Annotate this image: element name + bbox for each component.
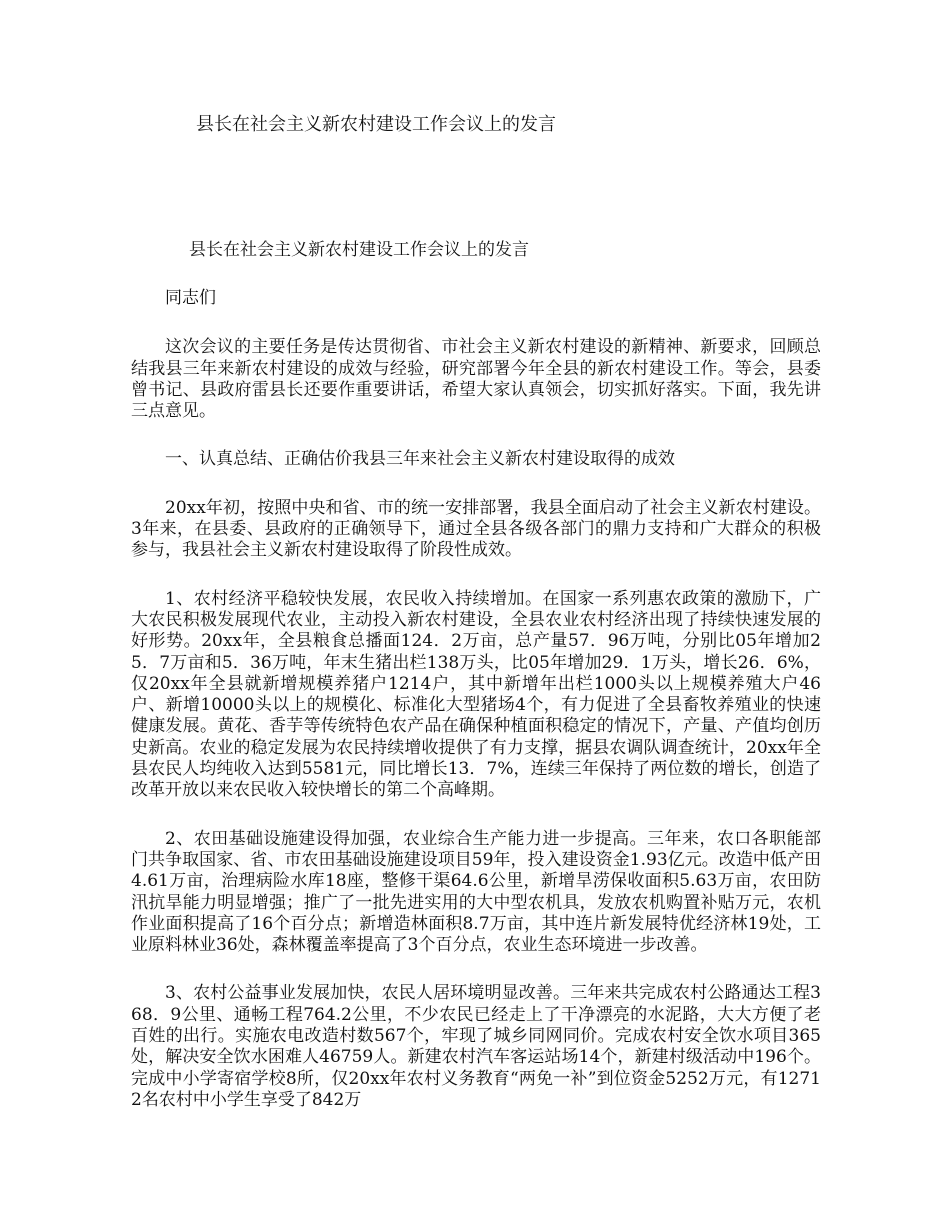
section-heading-1: 一、认真总结、正确估价我县三年来社会主义新农村建设取得的成效 (165, 449, 675, 470)
speech-heading: 县长在社会主义新农村建设工作会议上的发言 (189, 240, 529, 260)
paragraph-point-1: 1、农村经济平稳较快发展，农民收入持续增加。在国家一系列惠农政策的激励下，广大农民积极发展现代农业，主动投入新农村建设，全县农业农村经济出现了持续快速发展的好形势。20xx年，全县粮食总播面124．2万亩，总产量57．96万吨，分别比05年增加25．7万亩和5．36万吨，年末生猪出栏138万头，比05年增加29．1万头，增长26．6%，仅20xx年全县就新增规模养猪户1214户，其中新增年出栏1000头以上规模养殖大户46户、新增10000头以上的规模化、标准化大型猪场4个，有力促进了全县畜牧养殖业的快速健康发展。黄花、香芋等传统特色农产品在确保种植面积稳定的情况下，产量、产值均创历史新高。农业的稳定发展为农民持续增收提供了有力支撑，据县农调队调查统计，20xx年全县农民人均纯收入达到5581元，同比增长13．7%，连续三年保持了两位数的增长，创造了改革开放以来农民收入较快增长的第二个高峰期。 (131, 588, 821, 801)
paragraph-background: 20xx年初，按照中央和省、市的统一安排部署，我县全面启动了社会主义新农村建设。3年来，在县委、县政府的正确领导下，通过全县各级各部门的鼎力支持和广大群众的积极参与，我县社会主义新农村建设取得了阶段性成效。 (131, 497, 821, 561)
document-title: 县长在社会主义新农村建设工作会议上的发言 (196, 114, 556, 135)
greeting: 同志们 (165, 288, 216, 308)
document-body (131, 238, 821, 1111)
paragraph-intro: 这次会议的主要任务是传达贯彻省、市社会主义新农村建设的新精神、新要求，回顾总结我县三年来新农村建设的成效与经验，研究部署今年全县的新农村建设工作。等会，县委曾书记、县政府雷县长还要作重要讲话，希望大家认真领会，切实抓好落实。下面，我先讲三点意见。 (131, 337, 821, 422)
paragraph-point-3: 3、农村公益事业发展加快，农民人居环境明显改善。三年来共完成农村公路通达工程368．9公里、通畅工程764.2公里，不少农民已经走上了干净漂亮的水泥路，大大方便了老百姓的出行。实施农电改造村数567个，牢现了城乡同网同价。完成农村安全饮水项目365处，解决安全饮水困难人46759人。新建农村汽车客运站场14个，新建村级活动中196个。完成中小学寄宿学校8所，仅20xx年农村义务教育“两免一补”到位资金5252万元，有12712名农村中小学生享受了842万 (131, 983, 821, 1110)
paragraph-point-2: 2、农田基础设施建设得加强，农业综合生产能力进一步提高。三年来，农口各职能部门共争取国家、省、市农田基础设施建设项目59年，投入建设资金1.93亿元。改造中低产田4.61万亩，治理病险水库18座，整修干渠64.6公里，新增旱涝保收面积5.63万亩，农田防汛抗旱能力明显增强；推广了一批先进实用的大中型农机具，发放农机购置补贴万元，农机作业面积提高了16个百分点；新增造林面积8.7万亩，其中连片新发展特优经济林19处，工业原料林业36处，森林覆盖率提高了3个百分点，农业生态环境进一步改善。 (131, 828, 821, 956)
